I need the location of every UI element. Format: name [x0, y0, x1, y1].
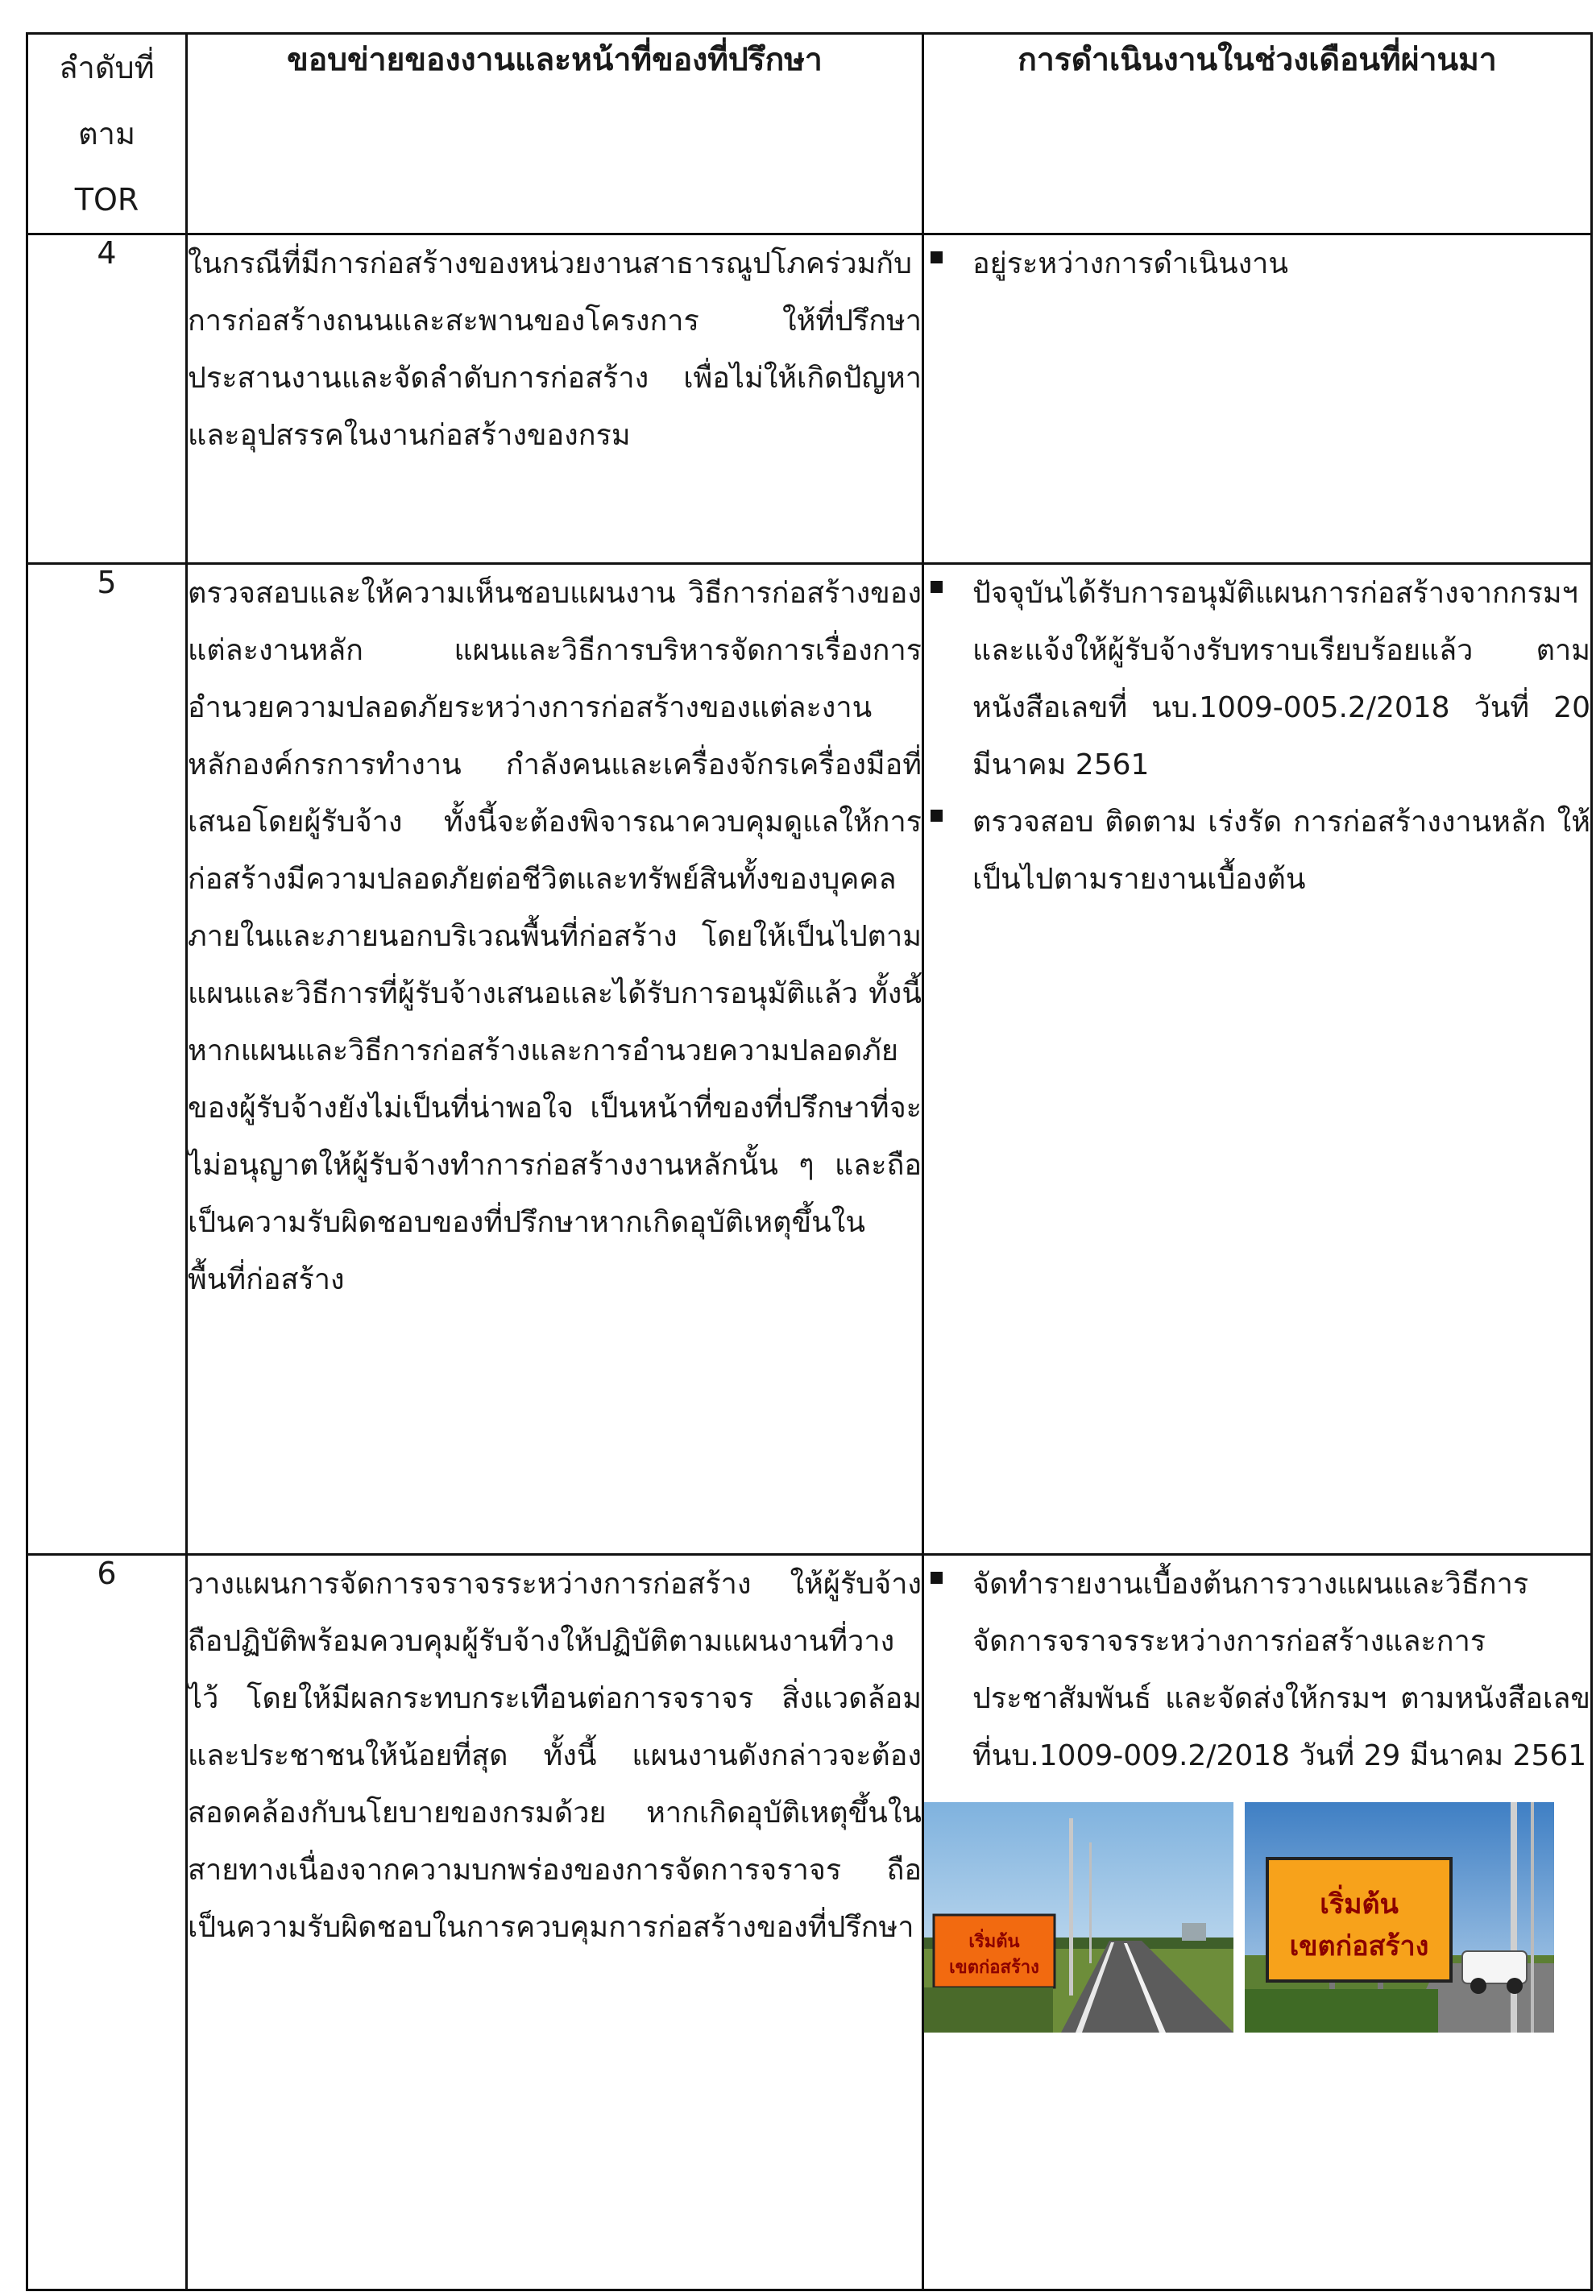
progress-bullet: อยู่ระหว่างการดำเนินงาน: [924, 235, 1590, 292]
progress-bullet: ตรวจสอบ ติดตาม เร่งรัด การก่อสร้างงานหลัก ให้เป็นไปตามรายงานเบื้องต้น: [924, 794, 1590, 908]
row-scope: [187, 234, 923, 564]
row-progress: [923, 1555, 1592, 2290]
header-tor-number: [27, 34, 187, 234]
table-header-row: [27, 34, 1592, 234]
sign-text-line-2: เขตก่อสร้าง: [1289, 1931, 1429, 1962]
row-number: 5: [27, 564, 187, 1555]
header-tor-number-line-1: ลำดับที่: [59, 50, 155, 85]
row-progress: [923, 234, 1592, 564]
progress-bullet: ปัจจุบันได้รับการอนุมัติแผนการก่อสร้างจากกรมฯ และแจ้งให้ผู้รับจ้างรับทราบเรียบร้อยแล้ว ตามหนังสือเลขที่ นบ.1009-005.2/2018 วันที่ 20 มีนาคม 2561: [924, 565, 1590, 794]
header-tor-number-line-2: ตาม: [77, 116, 136, 151]
header-scope: ขอบข่ายของงานและหน้าที่ของที่ปรึกษา: [187, 34, 923, 234]
table-row: [27, 234, 1592, 564]
header-progress: การดำเนินงานในช่วงเดือนที่ผ่านมา: [923, 34, 1592, 234]
table-row: [27, 564, 1592, 1555]
row-scope-text: ตรวจสอบและให้ความเห็นชอบแผนงาน วิธีการก่อสร้างของแต่ละงานหลัก แผนและวิธีการบริหารจัดการเรื่องการอำนวยความปลอดภัยระหว่างการก่อสร้างของแต่ละงานหลักองค์กรการทำงาน กำลังคนและเครื่องจักรเครื่องมือที่เสนอโดยผู้รับจ้าง ทั้งนี้จะต้องพิจารณาควบคุมดูแลให้การก่อสร้างมีความปลอดภัยต่อชีวิตและทรัพย์สินทั้งของบุคคลภายในและภายนอกบริเวณพื้นที่ก่อสร้าง โดยให้เป็นไปตามแผนและวิธีการที่ผู้รับจ้างเสนอและได้รับการอนุมัติแล้ว ทั้งนี้ หากแผนและวิธีการก่อสร้างและการอำนวยความปลอดภัยของผู้รับจ้างยังไม่เป็นที่น่าพอใจ เป็นหน้าที่ของที่ปรึกษาที่จะไม่อนุญาตให้ผู้รับจ้างทำการก่อสร้างงานหลักนั้น ๆ และถือเป็นความรับผิดชอบของที่ปรึกษาหากเกิดอุบัติเหตุขึ้นในพื้นที่ก่อสร้าง: [188, 577, 922, 1296]
construction-zone-sign-closeup-photo: [1245, 1802, 1554, 2033]
site-photos: [924, 1802, 1590, 2033]
row-number: 6: [27, 1555, 187, 2290]
row-scope: [187, 564, 923, 1555]
table-row: [27, 1555, 1592, 2290]
sign-text-line-2: เขตก่อสร้าง: [949, 1957, 1039, 1977]
sign-text-line-1: เริ่มต้น: [968, 1931, 1020, 1951]
row-scope-text: ในกรณีที่มีการก่อสร้างของหน่วยงานสาธารณูปโภคร่วมกับการก่อสร้างถนนและสะพานของโครงการ ให้ที่ปรึกษาประสานงานและจัดลำดับการก่อสร้าง เพื่อไม่ให้เกิดปัญหาและอุปสรรคในงานก่อสร้างของกรม: [188, 247, 922, 452]
row-scope: [187, 1555, 923, 2290]
construction-zone-sign-photo: [924, 1802, 1233, 2033]
row-progress: [923, 564, 1592, 1555]
row-scope-text: วางแผนการจัดการจราจรระหว่างการก่อสร้าง ให้ผู้รับจ้างถือปฏิบัติพร้อมควบคุมผู้รับจ้างให้ปฏิบัติตามแผนงานที่วางไว้ โดยให้มีผลกระทบกระเทือนต่อการจราจร สิ่งแวดล้อม และประชาชนให้น้อยที่สุด ทั้งนี้ แผนงานดังกล่าวจะต้องสอดคล้องกับนโยบายของกรมด้วย หากเกิดอุบัติเหตุขึ้นในสายทางเนื่องจากความบกพร่องของการจัดการจราจร ถือเป็นความรับผิดชอบในการควบคุมการก่อสร้างของที่ปรึกษา: [188, 1568, 922, 1944]
progress-bullet: จัดทำรายงานเบื้องต้นการวางแผนและวิธีการจัดการจราจรระหว่างการก่อสร้างและการประชาสัมพันธ์ และจัดส่งให้กรมฯ ตามหนังสือเลขที่นบ.1009-009.2/2018 วันที่ 29 มีนาคม 2561: [924, 1556, 1590, 1784]
tor-scope-table: [26, 32, 1593, 2291]
sign-text-line-1: เริ่มต้น: [1320, 1889, 1399, 1920]
row-number: 4: [27, 234, 187, 564]
header-tor-number-line-3: TOR: [74, 182, 139, 218]
